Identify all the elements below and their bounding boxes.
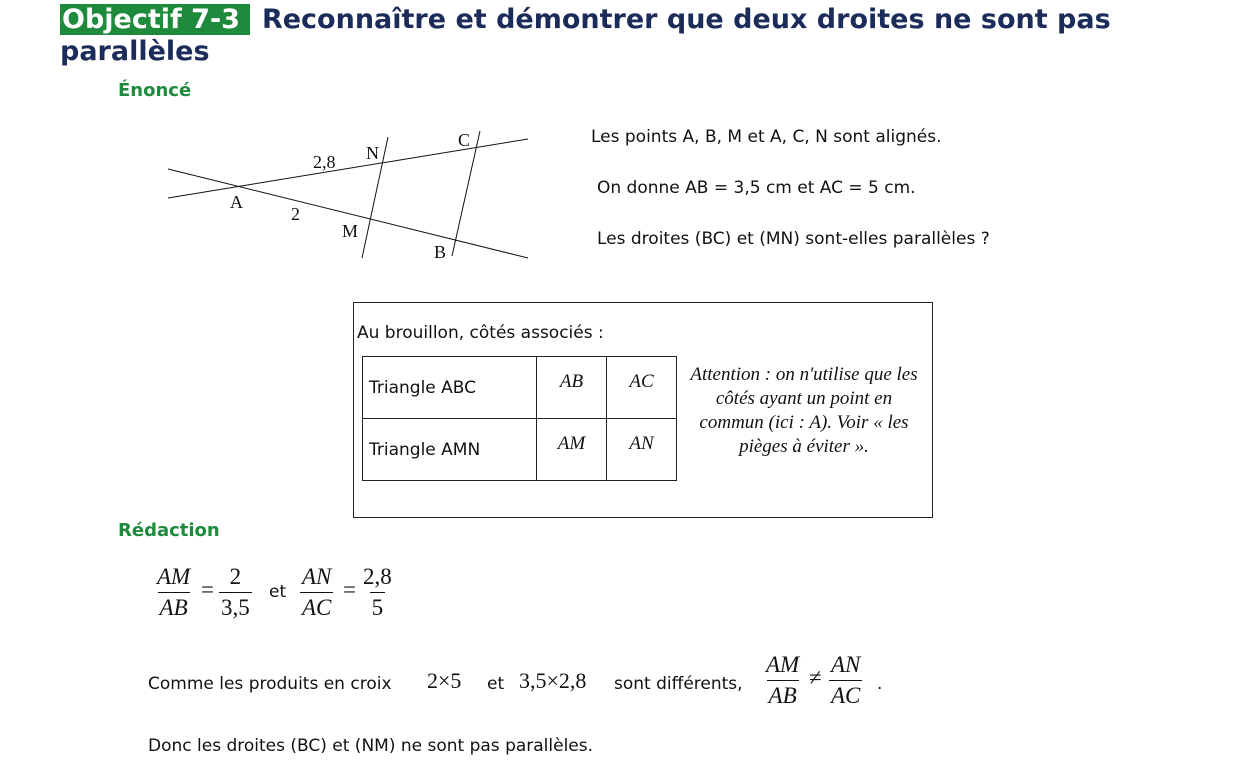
table-row bbox=[363, 357, 677, 419]
statement-line-1: Les points A, B, M et A, C, N sont alignés. bbox=[591, 127, 942, 147]
table-row bbox=[363, 419, 677, 481]
table-cell: AN bbox=[607, 419, 677, 481]
equals-sign: = bbox=[201, 577, 214, 602]
fraction-an-ac: $\frac{AN}{AC}$ bbox=[300, 562, 333, 623]
point-c-label: C bbox=[458, 130, 471, 150]
table-cell: AB bbox=[537, 357, 607, 419]
fraction-28-5: $\frac{2,8}{5}$ bbox=[361, 562, 394, 623]
associated-sides-table bbox=[362, 356, 677, 481]
row-label: Triangle ABC bbox=[363, 357, 537, 419]
cross-product-1: 2×5 bbox=[427, 668, 462, 693]
table-cell: AM bbox=[537, 419, 607, 481]
statement-line-3: Les droites (BC) et (MN) sont-elles parallèles ? bbox=[597, 229, 990, 249]
cross-product-2: 3,5×2,8 bbox=[519, 668, 587, 693]
point-a-label: A bbox=[230, 192, 243, 212]
equals-sign: = bbox=[343, 577, 356, 602]
et-word: et bbox=[269, 582, 287, 602]
attention-note: Attention : on n'utilise que les côtés ayant un point en commun (ici : A). Voir « les pièges à éviter ». bbox=[690, 364, 918, 457]
line-ab bbox=[168, 169, 528, 258]
row-label: Triangle AMN bbox=[363, 419, 537, 481]
point-m-label: M bbox=[342, 221, 359, 241]
point-n-label: N bbox=[366, 143, 379, 163]
redaction-label: Rédaction bbox=[118, 520, 220, 541]
fraction-2-35: $\frac{2}{3,5}$ bbox=[219, 562, 252, 623]
enonce-label: Énoncé bbox=[118, 80, 192, 101]
line-ac bbox=[168, 139, 528, 198]
segment-am-label: 2 bbox=[291, 204, 300, 224]
comme-text: Comme les produits en croix bbox=[148, 674, 392, 694]
point-b-label: B bbox=[434, 242, 447, 262]
objective-badge: Objectif 7-3 bbox=[60, 4, 250, 35]
objective-title: Reconnaître et démontrer que deux droites ne sont pas parallèles bbox=[60, 4, 1111, 67]
brouillon-heading: Au brouillon, côtés associés : bbox=[357, 323, 604, 343]
fraction-an-ac-2: $\frac{AN}{AC}$ bbox=[829, 650, 862, 711]
not-equal-sign: ≠ bbox=[809, 665, 822, 690]
sont-differents-text: sont différents, bbox=[614, 674, 743, 694]
segment-an-label: 2,8 bbox=[313, 152, 336, 172]
fraction-am-ab-2: $\frac{AM}{AB}$ bbox=[764, 650, 801, 711]
et-word-2: et bbox=[487, 674, 505, 694]
fraction-am-ab: $\frac{AM}{AB}$ bbox=[155, 562, 192, 623]
page-title bbox=[60, 4, 1210, 68]
statement-line-2: On donne AB = 3,5 cm et AC = 5 cm. bbox=[597, 178, 916, 198]
period: . bbox=[877, 674, 883, 694]
conclusion-text: Donc les droites (BC) et (NM) ne sont pas parallèles. bbox=[148, 736, 594, 756]
geometry-figure bbox=[160, 122, 540, 272]
table-cell: AC bbox=[607, 357, 677, 419]
